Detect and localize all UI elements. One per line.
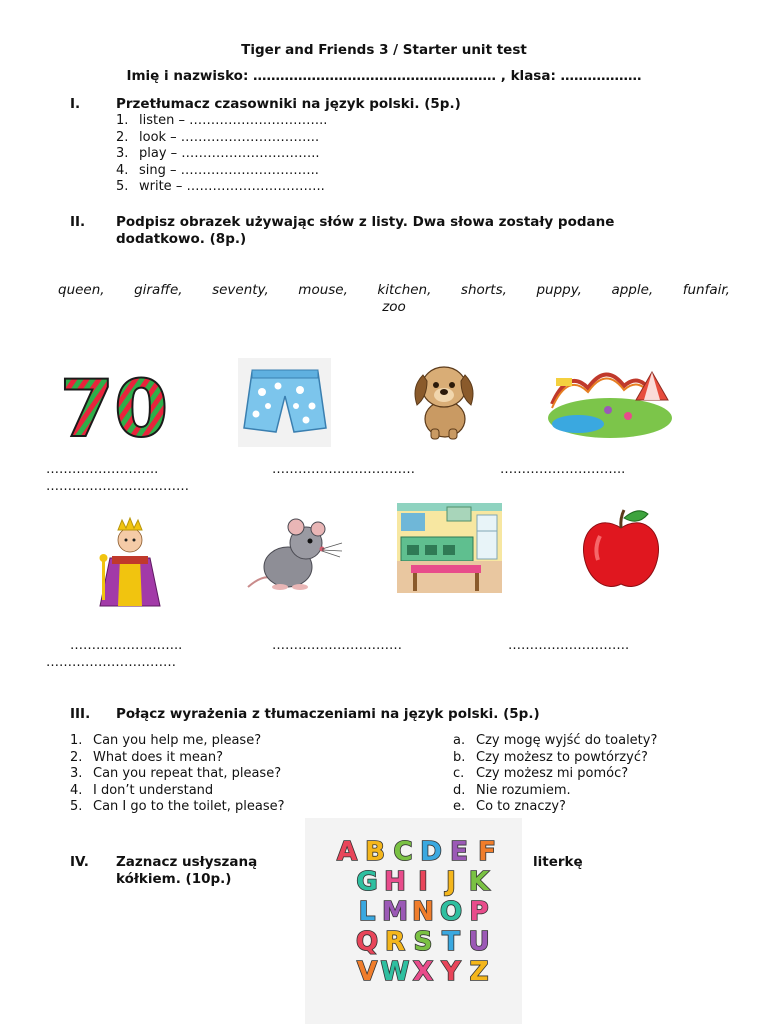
alphabet-letter-q[interactable]: Q: [355, 927, 379, 957]
alphabet-picture: [305, 818, 522, 1024]
alphabet-letter-i[interactable]: I: [418, 867, 428, 897]
alphabet-letter-z[interactable]: Z: [469, 957, 489, 987]
section-4-heading: Zaznacz usłyszaną kółkiem. (10p.): [116, 854, 258, 887]
answer-line[interactable]: ……………………..: [70, 638, 183, 653]
seventy-number-art: 70: [59, 365, 169, 455]
word-bank-item: shorts,: [460, 282, 507, 298]
list-item: d. Nie rozumiem.: [453, 782, 571, 798]
word-bank-item: kitchen,: [377, 282, 432, 298]
alphabet-letter-d[interactable]: D: [420, 837, 442, 867]
funfair-picture: [548, 358, 675, 442]
alphabet-letter-n[interactable]: N: [412, 897, 434, 927]
section-3-heading: Połącz wyrażenia z tłumaczeniami na język polski. (5p.): [116, 706, 540, 722]
alphabet-letter-u[interactable]: U: [468, 927, 490, 957]
section-4-heading-end: literkę: [533, 854, 583, 870]
section-4-number: IV.: [70, 854, 89, 870]
alphabet-letter-y[interactable]: Y: [441, 957, 461, 987]
list-item: 1. Can you help me, please?: [70, 733, 262, 748]
list-item: c. Czy możesz mi pomóc?: [453, 766, 629, 782]
apple-picture: [580, 506, 662, 592]
verb-list: [116, 113, 327, 196]
alphabet-letter-p[interactable]: P: [469, 897, 489, 927]
alphabet-letter-a[interactable]: A: [336, 837, 358, 867]
section-2-number: II.: [70, 214, 86, 230]
answer-line[interactable]: ……………………………: [46, 479, 189, 494]
answer-line[interactable]: ……………………………: [272, 462, 415, 477]
answer-line[interactable]: ……………………..: [46, 462, 159, 477]
word-bank-item: apple,: [611, 282, 654, 298]
english-phrases: [70, 733, 285, 816]
section-1-number: I.: [70, 96, 81, 112]
alphabet-letter-r[interactable]: R: [384, 927, 406, 957]
alphabet-letter-f[interactable]: F: [478, 837, 496, 867]
list-item: 4. I don’t understand: [70, 782, 214, 798]
alphabet-letter-c[interactable]: C: [393, 837, 413, 867]
word-bank-item: seventy,: [212, 282, 269, 298]
alphabet-letter-g[interactable]: G: [356, 867, 378, 897]
alphabet-letter-t[interactable]: T: [442, 927, 460, 957]
polish-translations: [453, 733, 657, 816]
answer-line[interactable]: ……………………….: [508, 638, 630, 653]
word-bank-item: queen,: [58, 282, 105, 298]
alphabet-letter-v[interactable]: V: [356, 957, 378, 987]
answer-line[interactable]: …………………………: [272, 638, 402, 653]
mouse-picture: [244, 513, 344, 593]
word-bank-item: giraffe,: [134, 282, 183, 298]
puppy-picture: [405, 357, 482, 441]
alphabet-letter-s[interactable]: S: [413, 927, 433, 957]
list-item: 4. sing – …………………………..: [116, 162, 319, 178]
alphabet-letter-j[interactable]: J: [446, 867, 456, 897]
alphabet-letter-l[interactable]: L: [358, 897, 376, 927]
name-class-line: Imię i nazwisko: ……………………………………………… , klasa: ………………: [126, 68, 642, 84]
queen-picture: [90, 508, 170, 608]
alphabet-letter-h[interactable]: H: [384, 867, 406, 897]
list-item: a. Czy mogę wyjść do toalety?: [453, 733, 658, 748]
word-bank: [58, 282, 730, 316]
section-3-number: III.: [70, 706, 91, 722]
answer-line[interactable]: …………………………: [46, 655, 176, 670]
test-title: Tiger and Friends 3 / Starter unit test: [241, 42, 527, 58]
answer-line[interactable]: ………………………..: [500, 462, 626, 477]
list-item: 2. What does it mean?: [70, 749, 224, 765]
list-item: 2. look – …………………………..: [116, 129, 320, 145]
alphabet-letter-m[interactable]: M: [382, 897, 408, 927]
alphabet-letter-w[interactable]: W: [380, 957, 410, 987]
word-bank-item: zoo: [382, 299, 406, 315]
list-item: 1. listen – …………………………..: [116, 113, 328, 128]
kitchen-picture: [397, 503, 502, 593]
word-bank-item: puppy,: [536, 282, 582, 298]
list-item: 3. Can you repeat that, please?: [70, 766, 282, 782]
section-1-heading: Przetłumacz czasowniki na język polski. (5p.): [116, 96, 461, 112]
alphabet-letter-o[interactable]: O: [439, 897, 463, 927]
section-2-heading: Podpisz obrazek używając słów z listy. Dwa słowa zostały podane dodatkowo. (8p.): [116, 214, 615, 247]
alphabet-letter-k[interactable]: K: [468, 867, 490, 897]
shorts-picture: [238, 358, 331, 447]
list-item: e. Co to znaczy?: [453, 799, 566, 815]
list-item: 5. write – …………………………..: [116, 179, 325, 195]
seventy-picture: [59, 364, 169, 455]
word-bank-item: funfair,: [682, 282, 730, 298]
list-item: b. Czy możesz to powtórzyć?: [453, 749, 648, 765]
list-item: 3. play – …………………………..: [116, 146, 320, 162]
list-item: 5. Can I go to the toilet, please?: [70, 799, 285, 815]
alphabet-letter-b[interactable]: B: [365, 837, 385, 867]
alphabet-letter-e[interactable]: E: [450, 837, 468, 867]
word-bank-item: mouse,: [298, 282, 348, 298]
alphabet-letter-x[interactable]: X: [412, 957, 434, 987]
